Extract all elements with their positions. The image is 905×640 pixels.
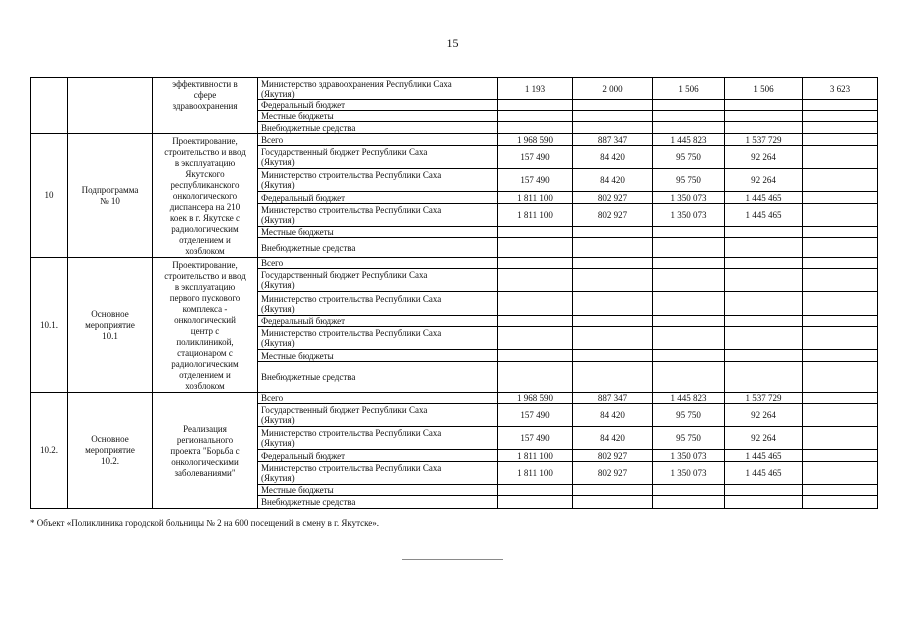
amount-cell (573, 316, 653, 327)
amount-cell: 157 490 (498, 404, 573, 427)
page-number: 15 (446, 36, 459, 50)
amount-cell (498, 269, 573, 292)
amount-cell (498, 238, 573, 258)
amount-cell (653, 362, 725, 393)
amount-cell (803, 238, 878, 258)
table-row (31, 134, 878, 146)
amount-cell (498, 258, 573, 269)
item-number-cell: 10.1. (31, 258, 68, 393)
amount-cell (803, 350, 878, 362)
amount-cell (803, 169, 878, 192)
amount-cell (653, 292, 725, 316)
amount-cell (803, 258, 878, 269)
funding-source-cell: Местные бюджеты (258, 111, 498, 122)
amount-cell: 1 506 (725, 78, 803, 100)
amount-cell (573, 238, 653, 258)
amount-cell (573, 485, 653, 496)
amount-cell: 1 445 823 (653, 393, 725, 404)
item-number-cell: 10 (31, 134, 68, 258)
amount-cell (653, 269, 725, 292)
table-row (31, 393, 878, 404)
amount-cell (725, 238, 803, 258)
amount-cell (573, 227, 653, 238)
table-row (31, 258, 878, 269)
amount-cell: 84 420 (573, 169, 653, 192)
funding-source-cell: Местные бюджеты (258, 350, 498, 362)
funding-source-cell: Федеральный бюджет (258, 450, 498, 462)
amount-cell (725, 316, 803, 327)
funding-source-cell: Местные бюджеты (258, 485, 498, 496)
amount-cell (725, 258, 803, 269)
amount-cell: 1 968 590 (498, 134, 573, 146)
amount-cell: 157 490 (498, 146, 573, 169)
amount-cell: 1 811 100 (498, 204, 573, 227)
amount-cell: 1 811 100 (498, 450, 573, 462)
amount-cell: 92 264 (725, 146, 803, 169)
funding-source-cell: Всего (258, 134, 498, 146)
amount-cell (725, 350, 803, 362)
funding-source-cell: Внебюджетные средства (258, 122, 498, 134)
amount-cell (803, 404, 878, 427)
item-name-cell (68, 78, 153, 134)
funding-source-cell: Внебюджетные средства (258, 496, 498, 509)
item-description-cell: Проектирование, строительство и ввод в эксплуатацию Якутского республиканского онкологического диспансера на 210 коек в г. Якутске с радиологическим отделением и хозблоком (153, 134, 258, 258)
funding-source-cell: Министерство строительства Республики Саха (Якутия) (258, 427, 498, 450)
amount-cell (498, 292, 573, 316)
amount-cell (653, 258, 725, 269)
amount-cell (725, 362, 803, 393)
amount-cell (803, 485, 878, 496)
amount-cell (653, 100, 725, 111)
item-description-cell: Проектирование, строительство и ввод в эксплуатацию первого пускового комплекса - онкологический центр с поликлиникой, стационаром с радиологическим отделением и хозблоком (153, 258, 258, 393)
amount-cell (803, 204, 878, 227)
amount-cell (498, 316, 573, 327)
amount-cell (498, 350, 573, 362)
amount-cell (498, 111, 573, 122)
amount-cell (653, 327, 725, 350)
amount-cell (803, 227, 878, 238)
amount-cell (725, 111, 803, 122)
amount-cell: 1 350 073 (653, 450, 725, 462)
amount-cell: 1 350 073 (653, 192, 725, 204)
amount-cell (653, 238, 725, 258)
amount-cell (803, 192, 878, 204)
amount-cell: 1 445 465 (725, 450, 803, 462)
funding-source-cell: Государственный бюджет Республики Саха (Якутия) (258, 404, 498, 427)
amount-cell: 1 445 465 (725, 192, 803, 204)
amount-cell: 1 968 590 (498, 393, 573, 404)
amount-cell (803, 100, 878, 111)
amount-cell: 84 420 (573, 427, 653, 450)
amount-cell: 1 811 100 (498, 462, 573, 485)
amount-cell (573, 100, 653, 111)
amount-cell: 887 347 (573, 393, 653, 404)
footnote: * Объект «Поликлиника городской больницы № 2 на 600 посещений в смену в г. Якутске». (30, 518, 380, 528)
amount-cell: 95 750 (653, 404, 725, 427)
funding-source-cell: Государственный бюджет Республики Саха (Якутия) (258, 146, 498, 169)
amount-cell: 157 490 (498, 169, 573, 192)
item-name-cell: Основное мероприятие 10.1 (68, 258, 153, 393)
amount-cell: 95 750 (653, 169, 725, 192)
amount-cell (803, 393, 878, 404)
amount-cell: 1 445 465 (725, 204, 803, 227)
amount-cell (498, 100, 573, 111)
amount-cell (498, 122, 573, 134)
amount-cell (573, 258, 653, 269)
budget-table (30, 77, 878, 509)
funding-source-cell: Федеральный бюджет (258, 100, 498, 111)
amount-cell (725, 122, 803, 134)
amount-cell (498, 227, 573, 238)
funding-source-cell: Внебюджетные средства (258, 238, 498, 258)
amount-cell: 95 750 (653, 427, 725, 450)
item-name-cell: Подпрограмма № 10 (68, 134, 153, 258)
amount-cell (803, 269, 878, 292)
amount-cell: 157 490 (498, 427, 573, 450)
amount-cell (573, 350, 653, 362)
funding-source-cell: Министерство строительства Республики Саха (Якутия) (258, 327, 498, 350)
funding-source-cell: Федеральный бюджет (258, 316, 498, 327)
footnote-separator (402, 559, 503, 560)
amount-cell: 1 445 823 (653, 134, 725, 146)
amount-cell (803, 362, 878, 393)
funding-source-cell: Министерство строительства Республики Саха (Якутия) (258, 169, 498, 192)
amount-cell (803, 111, 878, 122)
amount-cell (803, 316, 878, 327)
amount-cell: 2 000 (573, 78, 653, 100)
item-number-cell: 10.2. (31, 393, 68, 509)
budget-table-body (31, 78, 878, 509)
amount-cell (725, 269, 803, 292)
funding-source-cell: Министерство строительства Республики Саха (Якутия) (258, 204, 498, 227)
amount-cell: 887 347 (573, 134, 653, 146)
amount-cell (725, 485, 803, 496)
amount-cell (803, 122, 878, 134)
amount-cell (725, 100, 803, 111)
amount-cell: 1 350 073 (653, 204, 725, 227)
amount-cell: 84 420 (573, 146, 653, 169)
amount-cell (803, 427, 878, 450)
funding-source-cell: Внебюджетные средства (258, 362, 498, 393)
amount-cell: 1 350 073 (653, 462, 725, 485)
item-name-cell: Основное мероприятие 10.2. (68, 393, 153, 509)
amount-cell (573, 111, 653, 122)
amount-cell: 84 420 (573, 404, 653, 427)
amount-cell (573, 292, 653, 316)
amount-cell (803, 462, 878, 485)
amount-cell (725, 496, 803, 509)
amount-cell: 92 264 (725, 404, 803, 427)
amount-cell (725, 327, 803, 350)
amount-cell (653, 227, 725, 238)
amount-cell (803, 496, 878, 509)
amount-cell (653, 111, 725, 122)
amount-cell: 1 445 465 (725, 462, 803, 485)
amount-cell (725, 292, 803, 316)
amount-cell (498, 327, 573, 350)
amount-cell: 802 927 (573, 204, 653, 227)
amount-cell (573, 362, 653, 393)
amount-cell (653, 122, 725, 134)
funding-source-cell: Министерство здравоохранения Республики Саха (Якутия) (258, 78, 498, 100)
amount-cell: 1 193 (498, 78, 573, 100)
amount-cell (803, 450, 878, 462)
amount-cell: 802 927 (573, 192, 653, 204)
amount-cell (653, 316, 725, 327)
amount-cell: 802 927 (573, 450, 653, 462)
amount-cell (498, 496, 573, 509)
amount-cell (653, 350, 725, 362)
amount-cell: 1 811 100 (498, 192, 573, 204)
funding-source-cell: Министерство строительства Республики Саха (Якутия) (258, 292, 498, 316)
amount-cell (653, 496, 725, 509)
amount-cell (498, 485, 573, 496)
item-description-cell: Реализация регионального проекта "Борьба с онкологическими заболеваниями" (153, 393, 258, 509)
amount-cell (498, 362, 573, 393)
amount-cell (725, 227, 803, 238)
amount-cell: 92 264 (725, 169, 803, 192)
amount-cell (573, 496, 653, 509)
item-number-cell (31, 78, 68, 134)
amount-cell (803, 327, 878, 350)
funding-source-cell: Местные бюджеты (258, 227, 498, 238)
amount-cell (803, 134, 878, 146)
amount-cell: 1 537 729 (725, 393, 803, 404)
item-description-cell: эффективности в сфере здравоохранения (153, 78, 258, 134)
funding-source-cell: Государственный бюджет Республики Саха (Якутия) (258, 269, 498, 292)
amount-cell (573, 122, 653, 134)
amount-cell (803, 146, 878, 169)
funding-source-cell: Федеральный бюджет (258, 192, 498, 204)
funding-source-cell: Всего (258, 258, 498, 269)
amount-cell (573, 269, 653, 292)
amount-cell: 1 537 729 (725, 134, 803, 146)
funding-source-cell: Министерство строительства Республики Саха (Якутия) (258, 462, 498, 485)
amount-cell: 802 927 (573, 462, 653, 485)
table-row (31, 78, 878, 100)
amount-cell (653, 485, 725, 496)
amount-cell: 95 750 (653, 146, 725, 169)
amount-cell: 1 506 (653, 78, 725, 100)
amount-cell: 3 623 (803, 78, 878, 100)
amount-cell: 92 264 (725, 427, 803, 450)
funding-source-cell: Всего (258, 393, 498, 404)
amount-cell (803, 292, 878, 316)
amount-cell (573, 327, 653, 350)
